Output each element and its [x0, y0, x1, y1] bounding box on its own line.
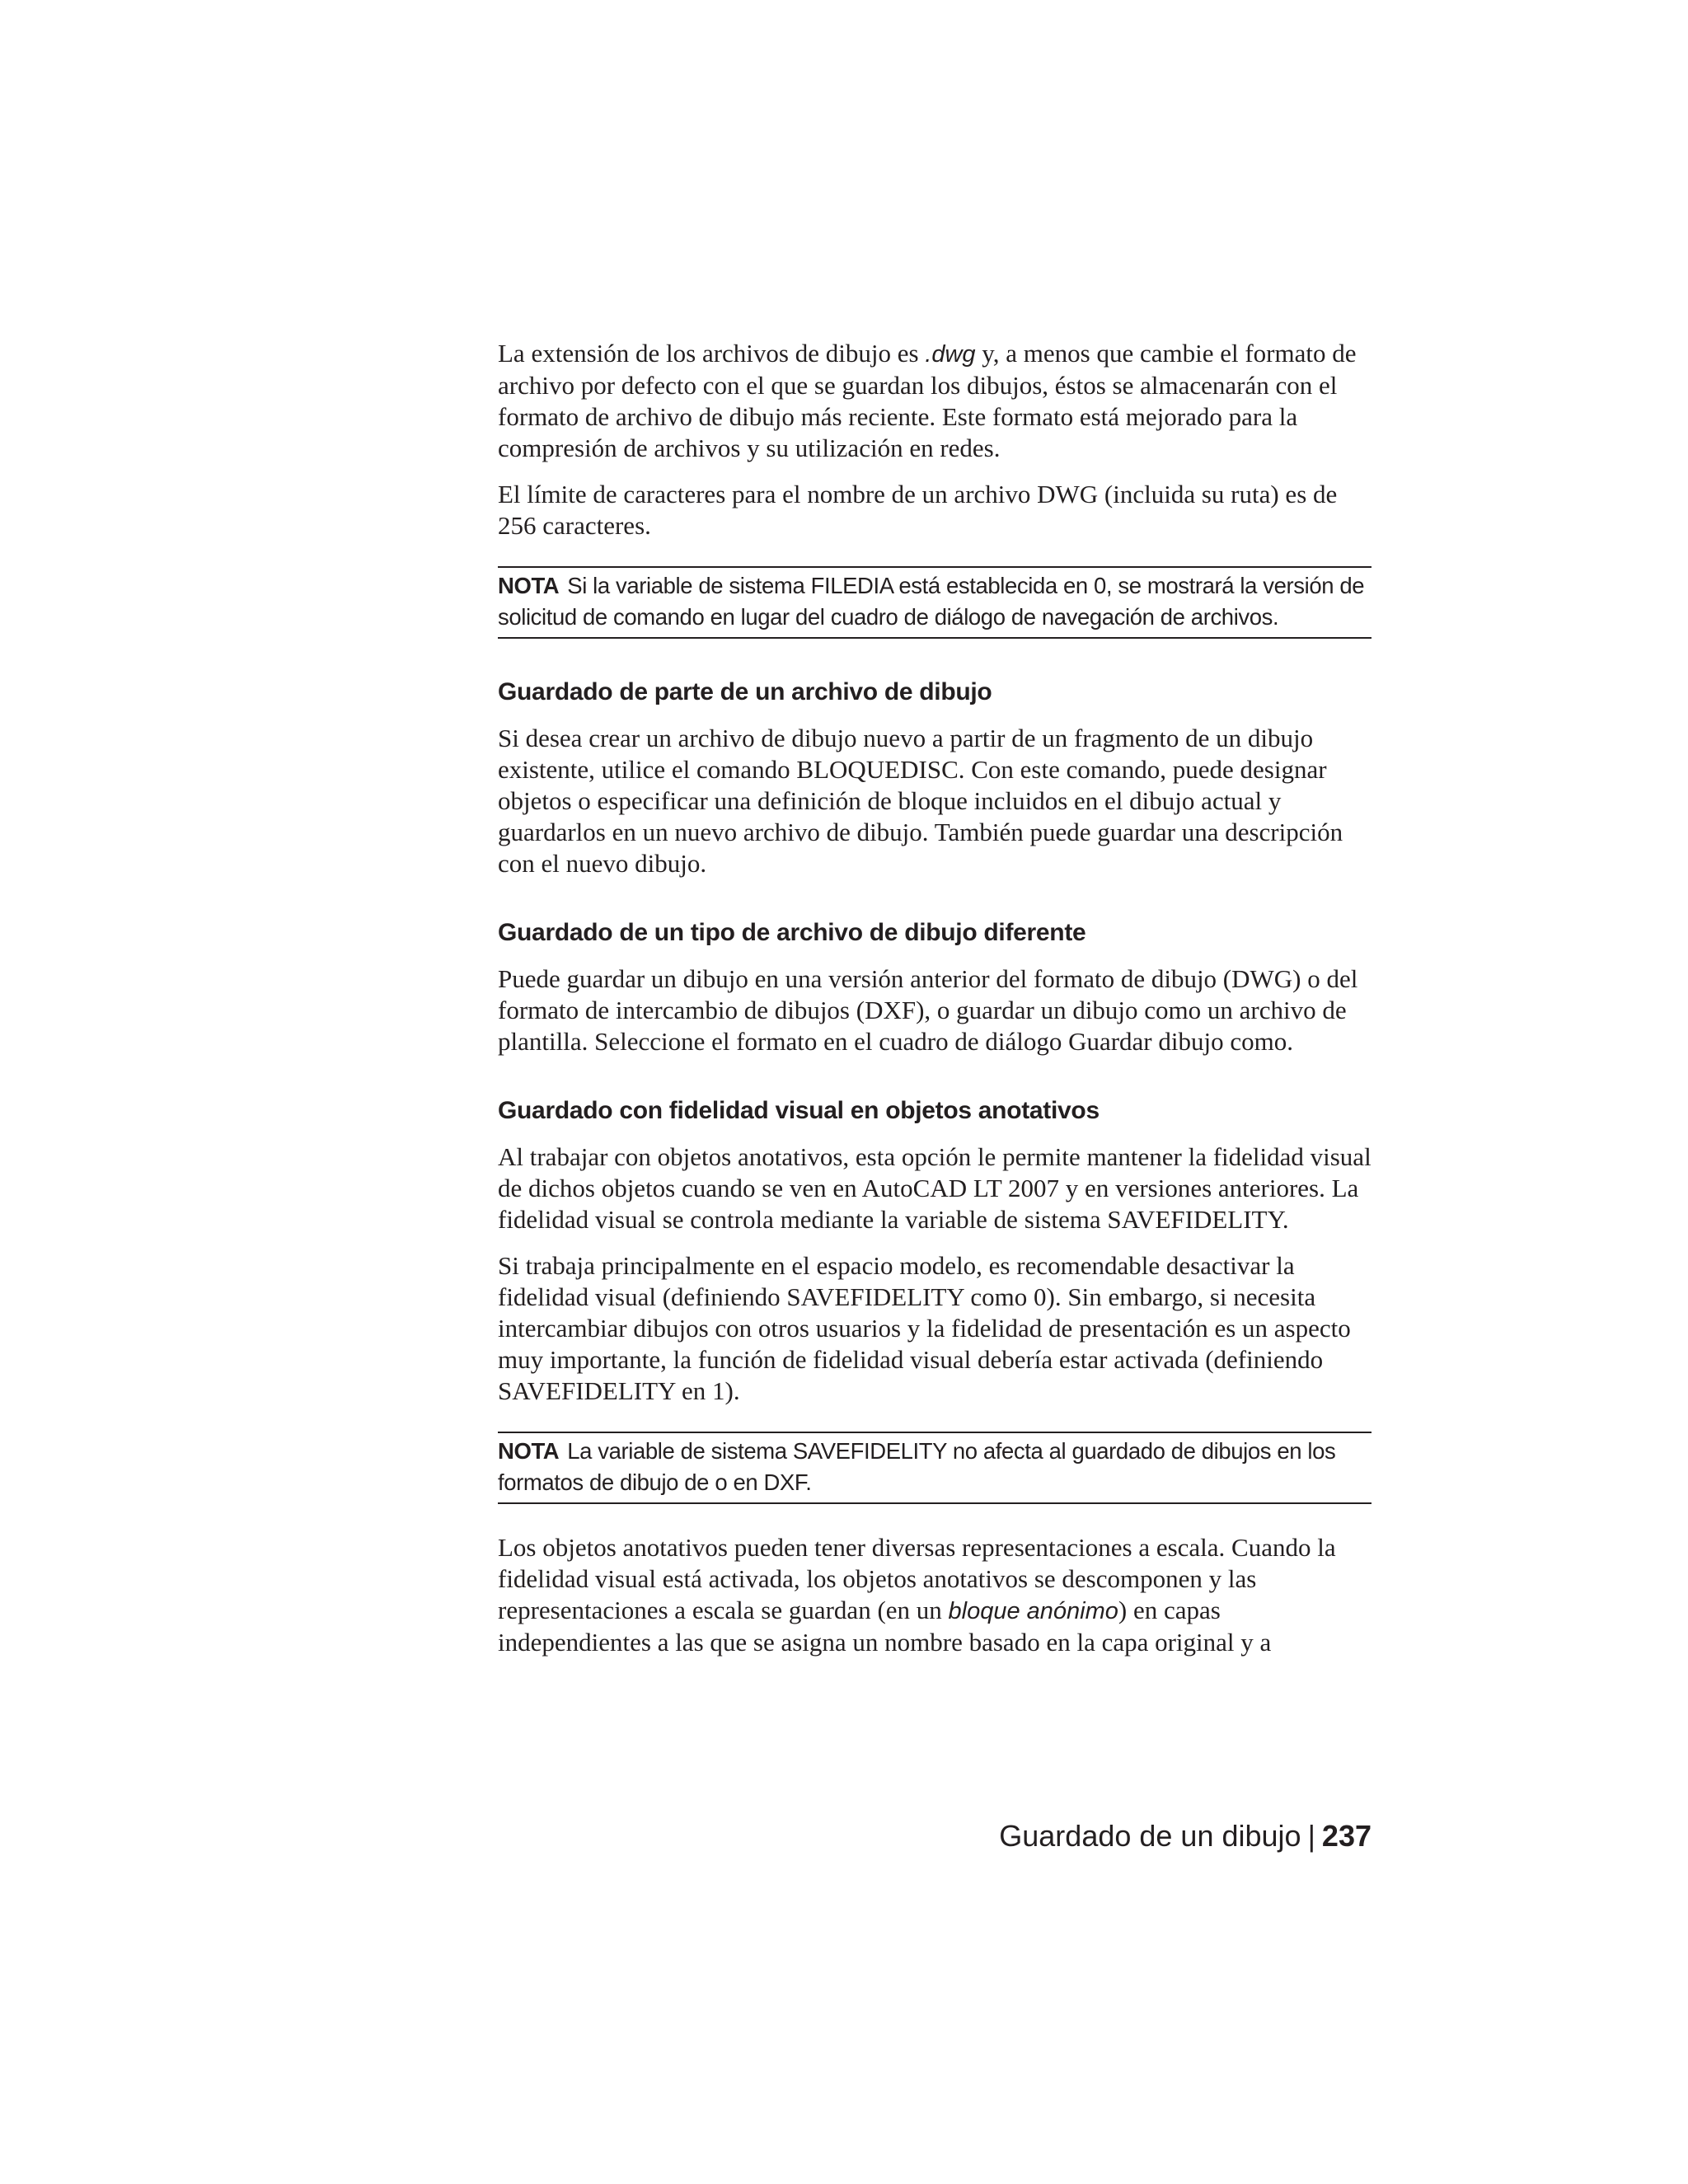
heading-visual-fidelity: Guardado con fidelidad visual en objetos anotativos [498, 1097, 1100, 1124]
paragraph-save-part: Si desea crear un archivo de dibujo nuevo a partir de un fragmento de un dibujo existente, utilice el comando BLOQUEDISC. Con este comando, puede designar objetos o especificar una definición de bloque incluidos en el dibujo actual y guardarlos en un nuevo archivo de dibujo. También puede guardar una descripción con el nuevo dibujo. [498, 724, 1343, 878]
note-text: Si la variable de sistema FILEDIA está establecida en 0, se mostrará la versión de solicitud de comando en lugar del cuadro de diálogo de navegación de archivos. [498, 573, 1365, 630]
heading-save-other-type: Guardado de un tipo de archivo de dibujo diferente [498, 919, 1086, 946]
paragraph-text: ) en capas independientes a las que se asigna un nombre basado en la capa original y a [498, 1596, 1272, 1657]
paragraph-text: Los objetos anotativos pueden tener diversas representaciones a escala. Cuando la fidelidad visual está activada, los objetos anotativos se descomponen y las representaciones a escala se guardan (en un [498, 1533, 1336, 1624]
note-label: NOTA [498, 573, 560, 598]
page-footer [999, 1818, 1372, 1854]
note-text: La variable de sistema SAVEFIDELITY no afecta al guardado de dibujos en los formatos de dibujo de o en DXF. [498, 1438, 1336, 1495]
paragraph-text: y, a menos que cambie el formato de archivo por defecto con el que se guardan los dibujos, éstos se almacenarán con el formato de archivo de dibujo más reciente. Este formato está mejorado para la compresión de archivos y su utilización en redes. [498, 339, 1357, 462]
paragraph-file-extension [498, 338, 1372, 464]
footer-chapter-title: Guardado de un dibujo [999, 1819, 1301, 1853]
paragraph-character-limit: El límite de caracteres para el nombre de un archivo DWG (incluida su ruta) es de 256 caracteres. [498, 480, 1338, 540]
anonymous-block-term: bloque anónimo [948, 1598, 1118, 1624]
paragraph-save-other-type: Puede guardar un dibujo en una versión anterior del formato de dibujo (DWG) o del formato de intercambio de dibujos (DXF), o guardar un dibujo como un archivo de plantilla. Seleccione el formato en el cuadro de diálogo Guardar dibujo como. [498, 964, 1358, 1056]
text-column [498, 338, 1372, 1673]
note-filedia [498, 566, 1372, 639]
file-extension-term: .dwg [925, 341, 976, 368]
note-savefidelity [498, 1432, 1372, 1504]
heading-save-part: Guardado de parte de un archivo de dibujo [498, 678, 992, 705]
paragraph-visual-fidelity-advice: Si trabaja principalmente en el espacio modelo, es recomendable desactivar la fidelidad visual (definiendo SAVEFIDELITY como 0). Sin embargo, si necesita intercambiar dibujos con otros usuarios y la fidelidad de presentación es un aspecto muy importante, la función de fidelidad visual debería estar activada (definiendo SAVEFIDELITY en 1). [498, 1251, 1351, 1405]
paragraph-text: La extensión de los archivos de dibujo es [498, 339, 926, 368]
note-label: NOTA [498, 1438, 560, 1464]
footer-separator: | [1307, 1819, 1315, 1853]
paragraph-visual-fidelity-intro: Al trabajar con objetos anotativos, esta opción le permite mantener la fidelidad visual de dichos objetos cuando se ven en AutoCAD LT 2007 y en versiones anteriores. La fidelidad visual se controla mediante la variable de sistema SAVEFIDELITY. [498, 1142, 1372, 1234]
page-number: 237 [1321, 1819, 1372, 1853]
paragraph-annotative-objects [498, 1532, 1372, 1658]
